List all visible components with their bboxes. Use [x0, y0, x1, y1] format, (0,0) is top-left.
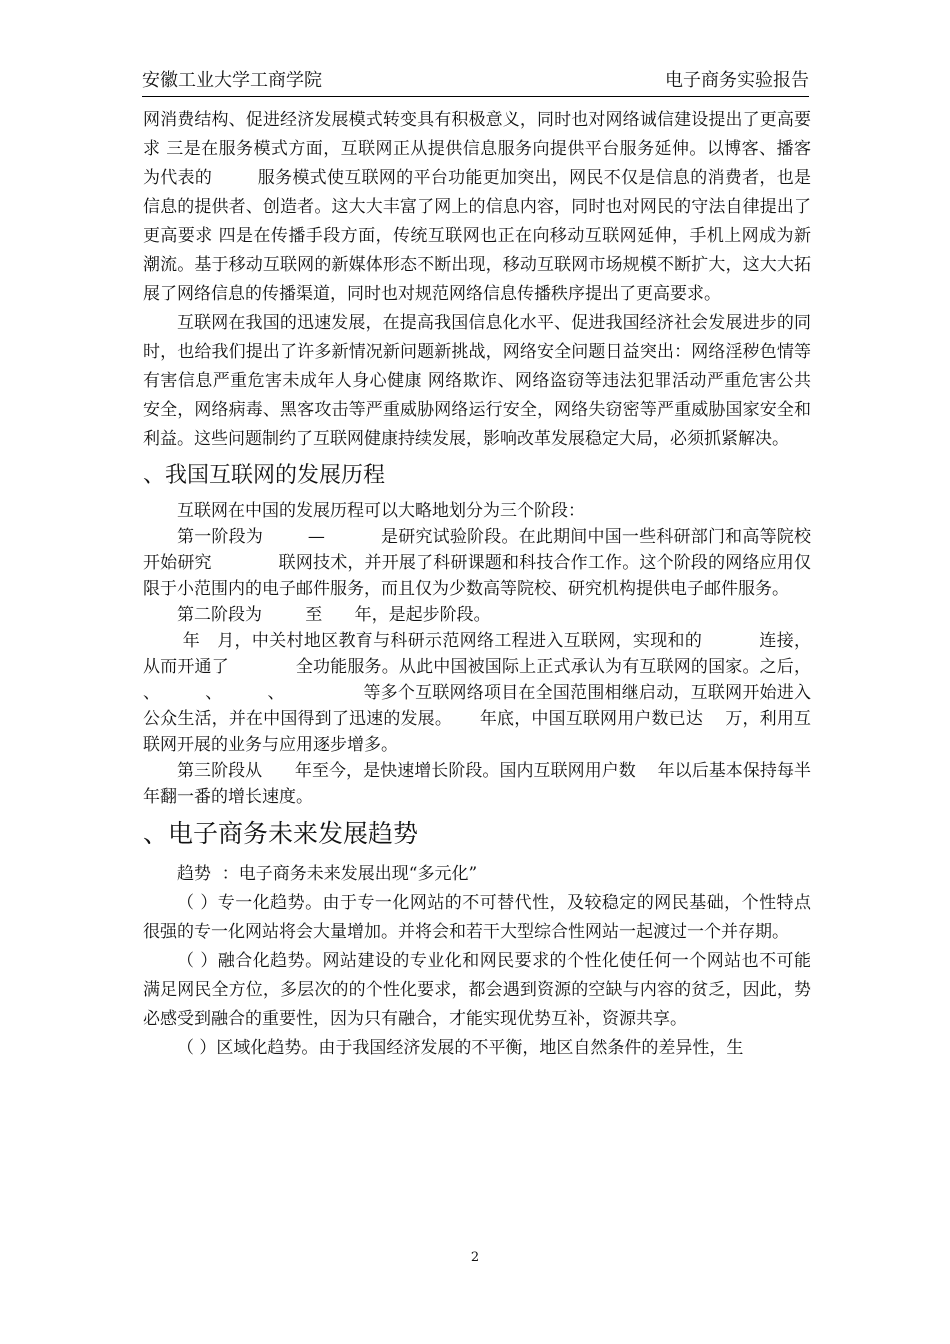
paragraph-regionalization: （ ）区域化趋势。由于我国经济发展的不平衡，地区自然条件的差异性，生	[177, 1038, 744, 1058]
page-number: 2	[470, 1250, 480, 1265]
paragraph-history-intro: 互联网在中国的发展历程可以大略地划分为三个阶段：	[177, 501, 585, 521]
paragraph-service-modes: 网消费结构、促进经济发展模式转变具有积极意义，同时也对网络诚信建设提出了更高要求 三是在服务模式方面，互联网正从提供信息服务向提供平台服务延伸。以博客、播客为代表的 服务模式使互联网的平台功能更加突出，网民不仅是信息的消费者，也是信息的提供者、创造者。这大大丰富了网上的信息内容，同时也对网民的守法自律提出了更高要求 四是在传播手段方面，传统互联网也正在向移动互联网延伸，手机上网成为新潮流。基于移动互联网的新媒体形态不断出现，移动互联网市场规模不断扩大，这大大拓展了网络信息的传播渠道，同时也对规范网络信息传播秩序提出了更高要求。	[143, 110, 811, 304]
header-school-name: 安徽工业大学工商学院	[142, 70, 322, 91]
paragraph-integration: （ ）融合化趋势。网站建设的专业化和网民要求的个性化使任何一个网站也不可能满足网民全方位，多层次的的个性化要求，都会遇到资源的空缺与内容的贫乏，因此，势必感受到融合的重要性，因为只有融合，才能实现优势互补，资源共享。	[143, 951, 811, 1029]
paragraph-specialization: （ ）专一化趋势。由于专一化网站的不可替代性，及较稳定的网民基础，个性特点很强的专一化网站将会大量增加。并将会和若干大型综合性网站一起渡过一个并存期。	[143, 893, 811, 942]
paragraph-security-issues: 互联网在我国的迅速发展，在提高我国信息化水平、促进我国经济社会发展进步的同时，也给我们提出了许多新情况新问题新挑战，网络安全问题日益突出：网络淫秽色情等有害信息严重危害未成年人身心健康 网络欺诈、网络盗窃等违法犯罪活动严重危害公共安全，网络病毒、黑客攻击等严重威胁网络运行安全，网络失窃密等严重威胁国家安全和利益。这些问题制约了互联网健康持续发展，影响改革发展稳定大局，必须抓紧解决。	[143, 313, 811, 449]
page-header	[142, 64, 809, 97]
paragraph-zhongguancun: 年 月，中关村地区教育与科研示范网络工程进入互联网，实现和的 连接，从而开通了 全功能服务。从此中国被国际上正式承认为有互联网的国家。之后， 、 、 、 等多个互联网络项目在全国范围相继启动，互联网开始进入公众生活，并在中国得到了迅速的发展。 年底，中国互联网用户数已达 万，利用互联网开展的业务与应用逐步增多。	[143, 631, 876, 755]
section-heading-history: 、我国互联网的发展历程	[143, 463, 386, 488]
header-report-title: 电子商务实验报告	[665, 70, 809, 91]
paragraph-stage-one: 第一阶段为 — 是研究试验阶段。在此期间中国一些科研部门和高等院校开始研究 联网技术，并开展了科研课题和科技合作工作。这个阶段的网络应用仅限于小范围内的电子邮件服务，而且仅为少数高等院校、研究机构提供电子邮件服务。	[143, 527, 811, 599]
section-heading-trends: 、电子商务未来发展趋势	[143, 819, 419, 848]
paragraph-stage-two: 第二阶段为 至 年，是起步阶段。	[177, 605, 491, 625]
paragraph-stage-three: 第三阶段从 年至今，是快速增长阶段。国内互联网用户数 年以后基本保持每半年翻一番的增长速度。	[143, 761, 811, 807]
paragraph-trend-title: 趋势 ：电子商务未来发展出现“多元化”	[177, 864, 478, 884]
document-body	[143, 106, 876, 1063]
